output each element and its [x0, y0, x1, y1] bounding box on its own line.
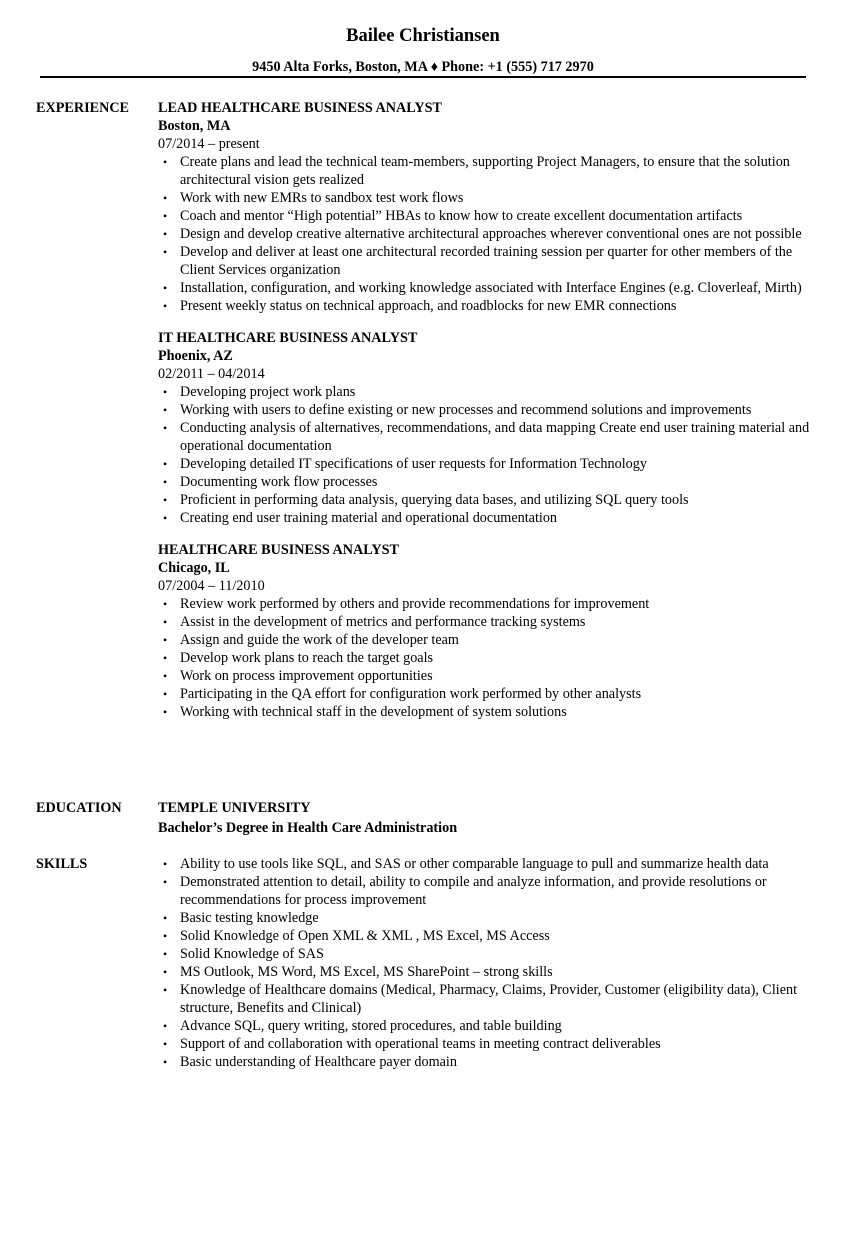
skill-item: • Solid Knowledge of SAS — [158, 945, 816, 963]
job-title: HEALTHCARE BUSINESS ANALYST — [158, 542, 400, 558]
bullet-item: • Assist in the development of metrics and performance tracking systems — [158, 613, 816, 631]
bullet-item: • Developing detailed IT specifications of user requests for Information Technology — [158, 455, 816, 473]
job-entry — [158, 329, 816, 527]
section-label-skills: SKILLS — [36, 856, 88, 872]
degree: Bachelor’s Degree in Health Care Administration — [158, 820, 458, 836]
section-label-education: EDUCATION — [36, 800, 122, 816]
school-name: TEMPLE UNIVERSITY — [158, 800, 311, 816]
bullet-item: • Coach and mentor “High potential” HBAs to know how to create excellent documentation artifacts — [158, 207, 816, 225]
job-title: IT HEALTHCARE BUSINESS ANALYST — [158, 330, 418, 346]
bullet-item: • Proficient in performing data analysis, querying data bases, and utilizing SQL query tools — [158, 491, 816, 509]
skill-item: • Basic testing knowledge — [158, 909, 816, 927]
bullet-item: • Working with technical staff in the development of system solutions — [158, 703, 816, 721]
skill-item: • Demonstrated attention to detail, ability to compile and analyze information, and provide resolutions or recommendations for process improvement — [158, 873, 816, 909]
job-dates: 07/2014 – present — [158, 136, 260, 152]
bullet-item: • Conducting analysis of alternatives, recommendations, and data mapping Create end user training material and operational documentation — [158, 419, 816, 455]
bullet-item: • Develop and deliver at least one architectural recorded training session per quarter for other members of the Client Services organization — [158, 243, 816, 279]
bullet-item: • Participating in the QA effort for configuration work performed by other analysts — [158, 685, 816, 703]
skill-item: • Knowledge of Healthcare domains (Medical, Pharmacy, Claims, Provider, Customer (eligibility data), Client structure, Benefits and Clinical) — [158, 981, 816, 1017]
candidate-name: Bailee Christiansen — [346, 26, 500, 46]
job-title: LEAD HEALTHCARE BUSINESS ANALYST — [158, 100, 442, 116]
bullet-item: • Assign and guide the work of the developer team — [158, 631, 816, 649]
job-dates: 02/2011 – 04/2014 — [158, 366, 265, 382]
header-divider — [40, 76, 806, 78]
job-bullets — [158, 153, 816, 315]
skills-list — [158, 855, 816, 1071]
education-section — [36, 799, 816, 837]
job-entry — [158, 99, 816, 315]
contact-line: 9450 Alta Forks, Boston, MA ♦ Phone: +1 (555) 717 2970 — [252, 59, 594, 75]
bullet-item: • Create plans and lead the technical team-members, supporting Project Managers, to ensure that the solution architectural vision gets realized — [158, 153, 816, 189]
bullet-item: • Documenting work flow processes — [158, 473, 816, 491]
skill-item: • Basic understanding of Healthcare payer domain — [158, 1053, 816, 1071]
skills-section — [36, 855, 816, 1071]
skill-item: • Support of and collaboration with operational teams in meeting contract deliverables — [158, 1035, 816, 1053]
section-label-experience: EXPERIENCE — [36, 100, 130, 116]
job-dates: 07/2004 – 11/2010 — [158, 578, 265, 594]
skill-item: • Ability to use tools like SQL, and SAS or other comparable language to pull and summarize health data — [158, 855, 816, 873]
job-location: Chicago, IL — [158, 560, 230, 576]
experience-section — [36, 99, 816, 735]
job-bullets — [158, 595, 816, 721]
bullet-item: • Develop work plans to reach the target goals — [158, 649, 816, 667]
bullet-item: • Developing project work plans — [158, 383, 816, 401]
bullet-item: • Creating end user training material and operational documentation — [158, 509, 816, 527]
bullet-item: • Working with users to define existing or new processes and recommend solutions and improvements — [158, 401, 816, 419]
bullet-item: • Installation, configuration, and working knowledge associated with Interface Engines (e.g. Cloverleaf, Mirth) — [158, 279, 816, 297]
job-entry — [158, 541, 816, 721]
bullet-item: • Work with new EMRs to sandbox test work flows — [158, 189, 816, 207]
job-bullets — [158, 383, 816, 527]
skill-item: • Solid Knowledge of Open XML & XML , MS Excel, MS Access — [158, 927, 816, 945]
bullet-item: • Review work performed by others and provide recommendations for improvement — [158, 595, 816, 613]
job-location: Boston, MA — [158, 118, 231, 134]
resume-header — [40, 24, 806, 76]
bullet-item: • Present weekly status on technical approach, and roadblocks for new EMR connections — [158, 297, 816, 315]
bullet-item: • Design and develop creative alternative architectural approaches wherever conventional ones are not possible — [158, 225, 816, 243]
bullet-item: • Work on process improvement opportunities — [158, 667, 816, 685]
skill-item: • Advance SQL, query writing, stored procedures, and table building — [158, 1017, 816, 1035]
job-location: Phoenix, AZ — [158, 348, 233, 364]
skill-item: • MS Outlook, MS Word, MS Excel, MS SharePoint – strong skills — [158, 963, 816, 981]
